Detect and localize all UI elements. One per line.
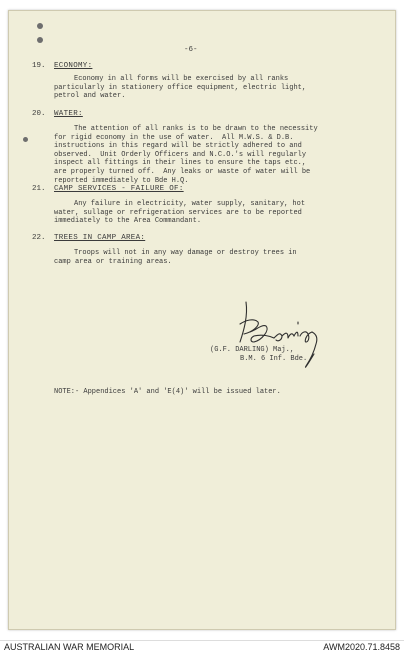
section-heading: WATER: [54,110,83,118]
body-line: reported immediately to Bde H.Q. [54,176,189,185]
body-line: for rigid economy in the use of water. All M.W.S. & D.B. [54,133,294,142]
section-number: 21. [32,185,46,193]
body-line: particularly in stationery office equipment, electric light, [54,83,307,92]
signatory-title: B.M. 6 Inf. Bde. [240,354,308,363]
section-body [54,75,384,101]
accession-number: AWM2020.71.8458 [323,642,400,652]
body-line: Any failure in electricity, water supply, sanitary, hot [74,200,306,208]
body-line: petrol and water. [54,92,126,101]
body-line: inspect all fittings in their lines to ensure the taps etc., [54,159,307,168]
body-line: camp area or training areas. [54,257,172,266]
section-number: 22. [32,234,46,242]
signature-block [210,346,307,363]
section-heading: CAMP SERVICES - FAILURE OF: [54,185,184,193]
page-number: -6- [184,46,198,54]
body-line: Troops will not in any way damage or destroy trees in [74,249,297,257]
section-heading: TREES IN CAMP AREA: [54,234,146,242]
document-page [8,10,396,630]
punch-hole [23,137,28,142]
footer-bar [0,640,404,654]
body-line: instructions in this regard will be strictly adhered to and [54,142,302,151]
body-line: Economy in all forms will be exercised by all ranks [74,75,289,83]
body-line: immediately to the Area Commandant. [54,217,202,226]
signatory-name: (G.F. DARLING) Maj., [210,346,295,354]
body-line: are properly turned off. Any leaks or waste of water will be [54,167,311,176]
section-body [54,125,384,185]
section-number: 20. [32,110,46,118]
appendices-note: NOTE:- Appendices 'A' and 'E(4)' will be issued later. [54,388,281,396]
punch-hole [37,37,43,43]
section-number: 19. [32,62,46,70]
body-line: observed. Unit Orderly Officers and N.C.O.'s will regularly [54,150,307,159]
institution-label: AUSTRALIAN WAR MEMORIAL [4,642,135,652]
body-line: The attention of all ranks is to be drawn to the necessity [74,125,318,133]
body-line: water, sullage or refrigeration services are to be reported [54,208,302,217]
punch-hole [37,23,43,29]
section-heading: ECONOMY: [54,62,93,70]
section-body [54,249,384,266]
section-body [54,200,384,226]
